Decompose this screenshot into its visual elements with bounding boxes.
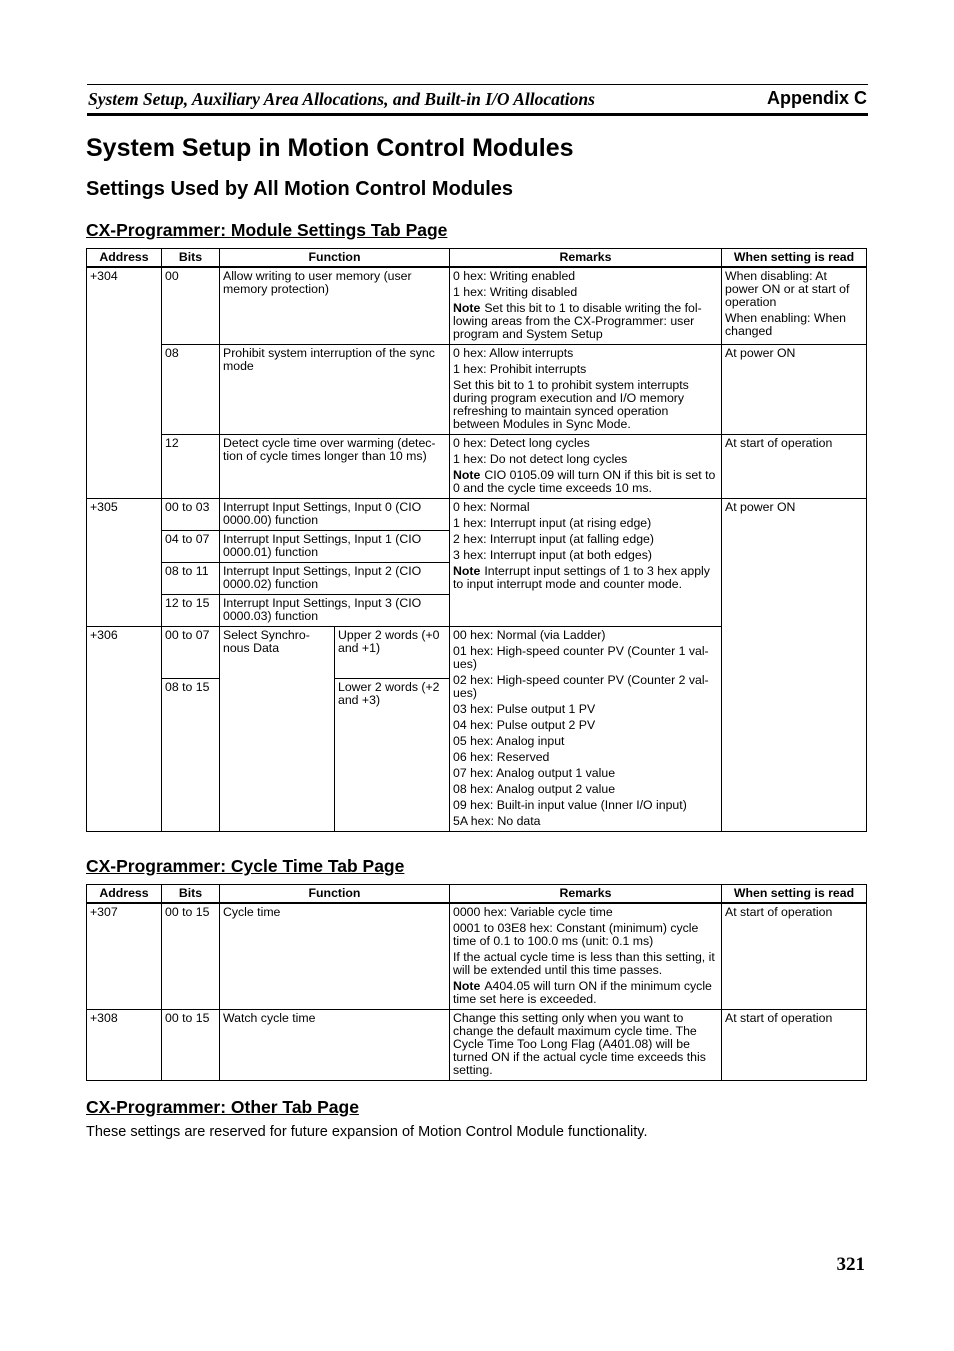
table-header-row	[87, 249, 867, 268]
remark-line: 09 hex: Built-in input value (Inner I/O input)	[453, 798, 687, 812]
note	[453, 565, 718, 591]
remark-line: 0001 to 03E8 hex: Constant (minimum) cycle time of 0.1 to 100.0 ms (unit: 0.1 ms)	[453, 921, 699, 948]
remark-line: 00 hex: Normal (via Ladder)	[453, 628, 606, 642]
address-cell: +308	[87, 1010, 162, 1081]
sub-function-cell: Upper 2 words (+0 and +1)	[335, 627, 450, 679]
remark-line: 06 hex: Reserved	[453, 750, 550, 764]
table-row	[87, 435, 867, 499]
col-bits: Bits	[162, 249, 220, 268]
cycle-time-table	[86, 884, 867, 1081]
function-cell: Prohibit system interruption of the sync mode	[220, 345, 450, 435]
table-row	[87, 499, 867, 531]
col-when-read: When setting is read	[722, 885, 867, 904]
when-read-cell: At start of operation	[722, 435, 867, 499]
note-text: Interrupt input settings of 1 to 3 hex apply to input interrupt mode and counter mode.	[453, 564, 710, 591]
remarks-cell	[450, 435, 722, 499]
remark-line: 05 hex: Analog input	[453, 734, 565, 748]
remark-line: 02 hex: High-speed counter PV (Counter 2 val-ues)	[453, 673, 709, 700]
note	[453, 302, 718, 341]
note-text: CIO 0105.09 will turn ON if this bit is set to 0 and the cycle time exceeds 10 ms.	[453, 468, 716, 495]
bits-cell: 08 to 11	[162, 563, 220, 595]
function-cell: Interrupt Input Settings, Input 3 (CIO 0000.03) function	[220, 595, 450, 627]
bits-cell: 04 to 07	[162, 531, 220, 563]
sub-function-cell: Lower 2 words (+2 and +3)	[335, 679, 450, 832]
section-title: Settings Used by All Motion Control Modules	[86, 178, 514, 200]
remark-line: 04 hex: Pulse output 2 PV	[453, 718, 596, 732]
function-cell: Watch cycle time	[220, 1010, 450, 1081]
address-cell: +304	[87, 267, 162, 499]
when-read-cell: At power ON	[722, 345, 867, 435]
remark-line: 1 hex: Do not detect long cycles	[453, 452, 628, 466]
note	[453, 980, 718, 1006]
remark-line: If the actual cycle time is less than this setting, it will be extended until this time passes.	[453, 950, 715, 977]
table-row	[87, 903, 867, 1010]
remark-line: 0 hex: Allow interrupts	[453, 346, 574, 360]
remark-line: 5A hex: No data	[453, 814, 541, 828]
note-label: Note	[453, 468, 481, 482]
col-when-read: When setting is read	[722, 249, 867, 268]
when-read-cell: At start of operation	[722, 903, 867, 1010]
table-row	[87, 627, 867, 679]
bits-cell: 00 to 07	[162, 627, 220, 679]
address-cell: +305	[87, 499, 162, 627]
note-text: Set this bit to 1 to disable writing the fol-lowing areas from the CX-Programmer: user program and System Setup	[453, 301, 702, 341]
note-text: A404.05 will turn ON if the minimum cycle time set here is exceeded.	[453, 979, 712, 1006]
when-read-cell: At start of operation	[722, 1010, 867, 1081]
address-cell: +307	[87, 903, 162, 1010]
remarks-cell	[450, 627, 722, 832]
read-line: When disabling: At power ON or at start of operation	[725, 269, 850, 309]
note	[453, 469, 718, 495]
function-cell: Cycle time	[220, 903, 450, 1010]
bits-cell: 00 to 15	[162, 903, 220, 1010]
remark-line: 2 hex: Interrupt input (at falling edge)	[453, 532, 654, 546]
function-cell: Interrupt Input Settings, Input 1 (CIO 0000.01) function	[220, 531, 450, 563]
col-remarks: Remarks	[450, 885, 722, 904]
function-cell: Interrupt Input Settings, Input 0 (CIO 0000.00) function	[220, 499, 450, 531]
function-cell: Select Synchro-nous Data	[220, 627, 335, 832]
when-read-cell	[722, 267, 867, 345]
header-rule-top	[87, 84, 868, 85]
bits-cell: 12 to 15	[162, 595, 220, 627]
remark-line: 03 hex: Pulse output 1 PV	[453, 702, 596, 716]
remark-line: 1 hex: Prohibit interrupts	[453, 362, 587, 376]
cycle-time-heading: CX-Programmer: Cycle Time Tab Page	[86, 856, 405, 876]
when-read-cell	[722, 627, 867, 832]
remark-line: Set this bit to 1 to prohibit system interrupts during program execution and I/O memory refreshing to maintain synced operation between Modules in Sync Mode.	[453, 378, 689, 431]
running-title: System Setup, Auxiliary Area Allocations, and Built-in I/O Allocations	[88, 89, 595, 109]
remarks-cell	[450, 267, 722, 345]
note-label: Note	[453, 564, 481, 578]
other-tab-heading: CX-Programmer: Other Tab Page	[86, 1097, 359, 1117]
function-cell: Allow writing to user memory (user memory protection)	[220, 267, 450, 345]
col-address: Address	[87, 249, 162, 268]
col-function: Function	[220, 249, 450, 268]
read-line: When enabling: When changed	[725, 311, 847, 338]
bits-cell: 00 to 03	[162, 499, 220, 531]
bits-cell: 00 to 15	[162, 1010, 220, 1081]
col-address: Address	[87, 885, 162, 904]
function-cell: Detect cycle time over warming (detec-tion of cycle times longer than 10 ms)	[220, 435, 450, 499]
address-cell: +306	[87, 627, 162, 832]
table-row	[87, 345, 867, 435]
table-row	[87, 267, 867, 345]
page-title: System Setup in Motion Control Modules	[86, 134, 574, 162]
remarks-cell	[450, 499, 722, 627]
remark-line: 0 hex: Detect long cycles	[453, 436, 590, 450]
remark-line: 08 hex: Analog output 2 value	[453, 782, 616, 796]
note-label: Note	[453, 301, 481, 315]
when-read-cell: At power ON	[722, 499, 867, 627]
other-tab-text: These settings are reserved for future expansion of Motion Control Module functionality.	[86, 1124, 648, 1140]
table-header-row	[87, 885, 867, 904]
remark-line: 01 hex: High-speed counter PV (Counter 1 val-ues)	[453, 644, 709, 671]
remark-line: 0 hex: Normal	[453, 500, 530, 514]
appendix-label: Appendix C	[766, 88, 867, 108]
header-rule-bottom	[87, 113, 868, 116]
remark-line: 1 hex: Writing disabled	[453, 285, 578, 299]
remarks-cell	[450, 345, 722, 435]
remark-line: 1 hex: Interrupt input (at rising edge)	[453, 516, 652, 530]
page-number: 321	[836, 1254, 865, 1275]
module-settings-table	[86, 248, 867, 832]
remark-line: 0000 hex: Variable cycle time	[453, 905, 613, 919]
function-cell: Interrupt Input Settings, Input 2 (CIO 0000.02) function	[220, 563, 450, 595]
remark-line: 0 hex: Writing enabled	[453, 269, 576, 283]
remark-line: 07 hex: Analog output 1 value	[453, 766, 616, 780]
col-bits: Bits	[162, 885, 220, 904]
bits-cell: 12	[162, 435, 220, 499]
bits-cell: 08 to 15	[162, 679, 220, 832]
bits-cell: 00	[162, 267, 220, 345]
col-remarks: Remarks	[450, 249, 722, 268]
note-label: Note	[453, 979, 481, 993]
table-row	[87, 1010, 867, 1081]
remarks-cell	[450, 903, 722, 1010]
col-function: Function	[220, 885, 450, 904]
module-settings-heading: CX-Programmer: Module Settings Tab Page	[86, 220, 448, 240]
remarks-cell: Change this setting only when you want to change the default maximum cycle time. The Cycle Time Too Long Flag (A401.08) will be turned ON if the actual cycle time exceeds this setting.	[450, 1010, 722, 1081]
bits-cell: 08	[162, 345, 220, 435]
remark-line: 3 hex: Interrupt input (at both edges)	[453, 548, 652, 562]
